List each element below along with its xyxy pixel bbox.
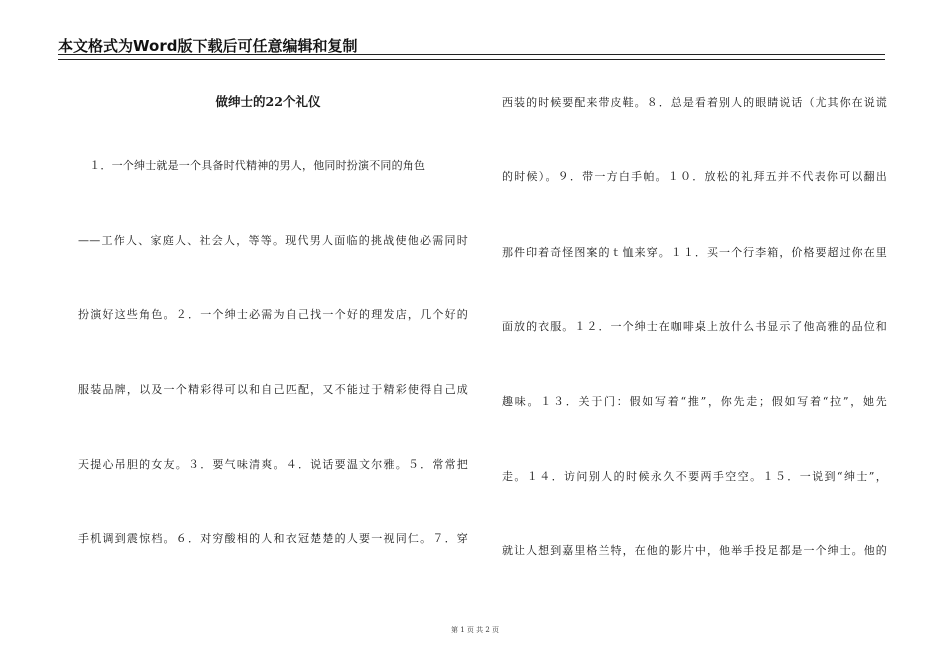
body-line: ——工作人、家庭人、社会人，等等。现代男人面临的挑战使他必需同时 [78,234,468,247]
body-line: 扮演好这些角色。２．一个绅士必需为自己找一个好的理发店，几个好的 [78,308,468,321]
body-line: 服装品牌，以及一个精彩得可以和自己匹配，又不能过于精彩使得自己成 [78,383,468,396]
body-line: 那件印着奇怪图案的ｔ恤来穿。１１．买一个行李箱，价格要超过你在里 [502,246,887,259]
body-line: 西装的时候要配来带皮鞋。８．总是看着别人的眼睛说话（尤其你在说谎 [502,96,887,109]
body-line: 面放的衣服。１２．一个绅士在咖啡桌上放什么书显示了他高雅的品位和 [502,320,887,333]
body-line: 就让人想到嘉里格兰特，在他的影片中，他举手投足都是一个绅士。他的 [502,544,887,557]
header-rule-bottom [58,59,885,60]
body-line: 天提心吊胆的女友。３．要气味清爽。４．说话要温文尔雅。５．常常把 [78,458,468,471]
body-line: 的时候）。９．带一方白手帕。１０．放松的礼拜五并不代表你可以翻出 [502,170,887,183]
body-line: １．一个绅士就是一个具备时代精神的男人，他同时扮演不同的角色 [78,159,426,172]
body-line: 走。１４．访问别人的时候永久不要两手空空。１５．一说到“绅士”， [502,470,887,483]
document-banner: 本文格式为Word版下载后可任意编辑和复制 [58,37,358,55]
header-rule-top [58,54,885,55]
body-line: 手机调到震惊档。６．对穷酸相的人和衣冠楚楚的人要一视同仁。７．穿 [78,532,468,545]
body-line: 趣味。１３．关于门：假如写着“推”，你先走；假如写着“拉”，她先 [502,395,887,408]
document-title: 做绅士的22个礼仪 [215,94,321,109]
page-number: 第 1 页 共 2 页 [450,626,500,634]
